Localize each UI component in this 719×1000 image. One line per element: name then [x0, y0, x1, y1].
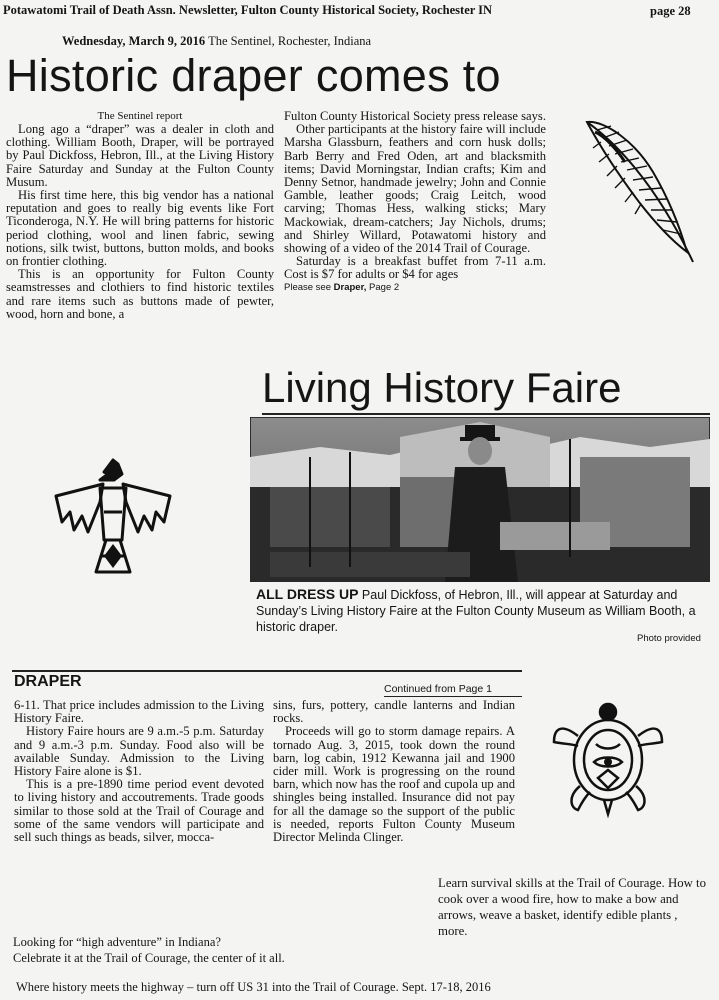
thunderbird-icon [48, 452, 178, 582]
footer-line: Where history meets the highway – turn off US 31 into the Trail of Courage. Sept. 17-18, 2016 [16, 980, 491, 994]
photo-draper [250, 417, 710, 582]
story2-column-1 [14, 699, 264, 844]
jump-page: Page 2 [369, 281, 400, 293]
dateline-paper: The Sentinel, Rochester, Indiana [208, 34, 372, 48]
headline-draper: Historic draper comes to [6, 50, 501, 101]
jump-section: Draper, [333, 281, 367, 293]
story1-column-2 [284, 110, 546, 294]
story2-paragraph: sins, furs, pottery, candle lanterns and Indian rocks. [273, 698, 515, 726]
survival-skills-note: Learn survival skills at the Trail of Courage. How to cook over a wood fire, how to make a bow and arrows, weave a basket, identify edible plants , more. [438, 876, 706, 938]
feather-icon [575, 112, 705, 272]
story2-paragraph: History Faire hours are 9 a.m.-5 p.m. Saturday and 9 a.m.-3 p.m. Sunday. Food also will be available Sunday. Admission to the Living History Faire alone is $1. [14, 724, 264, 779]
story2-paragraph: 6-11. That price includes admission to the Living History Faire. [14, 698, 264, 726]
adventure-note [13, 934, 285, 966]
story2-column-2 [273, 699, 515, 844]
story1-paragraph: Saturday is a breakfast buffet from 7-11 a.m. Cost is $7 for adults or $4 for ages [284, 254, 546, 282]
photo-caption [256, 586, 710, 635]
byline: The Sentinel report [97, 110, 183, 122]
story1-column-1 [6, 110, 274, 321]
story2-paragraph: Proceeds will go to storm damage repairs. A tornado Aug. 3, 2015, took down the round barn, log cabin, 1912 Kewanna jail and 1900 cider mill. Work is progressing on the round barn, which now has the roof and cupola up and shingles being installed. Insurance did not pay for all the damage so the support of the public is needed, reports Fulton County Museum Director Melinda Clinger. [273, 724, 516, 845]
section-rule-bottom [384, 696, 522, 697]
story1-paragraph: Fulton County Historical Society press release says. [284, 109, 546, 123]
jump-line [284, 282, 546, 294]
section-rule-top [12, 670, 522, 672]
story1-paragraph: Long ago a “draper” was a dealer in cloth and clothing. William Booth, Draper, will be portrayed by Paul Dickfoss, Hebron, Ill., at the Living History Faire Saturday and Sunday at the Fulton County Musum. [6, 122, 274, 189]
dateline-date: Wednesday, March 9, 2016 [62, 34, 206, 48]
story1-paragraph: This is an opportunity for Fulton County seamstresses and clothiers to find historic textiles and rare items such as buttons made of pewter, wood, horn and bone, a [6, 267, 274, 321]
masthead: Potawatomi Trail of Death Assn. Newsletter, Fulton County Historical Society, Rochester IN [3, 3, 493, 17]
turtle-icon [548, 700, 668, 820]
dateline [62, 34, 371, 49]
section-draper: DRAPER [14, 673, 82, 690]
story1-paragraph: Other participants at the history faire will include Marsha Glassburn, feathers and corn husk dolls; Barb Berry and Fred Oden, art and blacksmith items; David Morningstar, Indian crafts; Kim and Denny Setnor, handmade jewelry; John and Connie Gamble, leather goods; Craig Leitch, wood carving; Thomas Hess, walking sticks; Mary Mackowiak, dream-catchers; Jay Nichols, drums; and Shirley Willard, Potawatomi history and showing of a video of the 2014 Trail of Courage. [284, 122, 546, 256]
headline-living-history: Living History Faire [262, 364, 622, 411]
story2-paragraph: This is a pre-1890 time period event devoted to living history and accoutrements. Trade goods similar to those sold at the Trail of Courage and some of the same vendors will participate and sell such things as beads, silver, mocca- [14, 777, 264, 845]
page-number: page 28 [650, 4, 691, 18]
story1-paragraph: His first time here, this big vendor has a national reputation and goes to really big events like Fort Ticonderoga, N.Y. He will bring patterns for historic period clothing, wool and linen fabric, sewing notions, silk twist, buttons, button molds, and books on frontier clothing. [6, 188, 274, 269]
headline-rule [262, 413, 710, 415]
adventure-line-1: Looking for “high adventure” in Indiana? [13, 935, 221, 949]
caption-lead: ALL DRESS UP [256, 586, 359, 602]
caption-text: Paul Dickfoss, of Hebron, Ill., will appear at Saturday and Sunday’s Living History Faire at the Fulton County Museum as William Booth, a historic draper. [256, 588, 696, 634]
adventure-line-2: Celebrate it at the Trail of Courage, the center of it all. [13, 951, 285, 965]
photo-credit: Photo provided [637, 633, 701, 644]
jump-prefix: Please see [284, 281, 332, 293]
continued-label: Continued from Page 1 [384, 683, 492, 695]
